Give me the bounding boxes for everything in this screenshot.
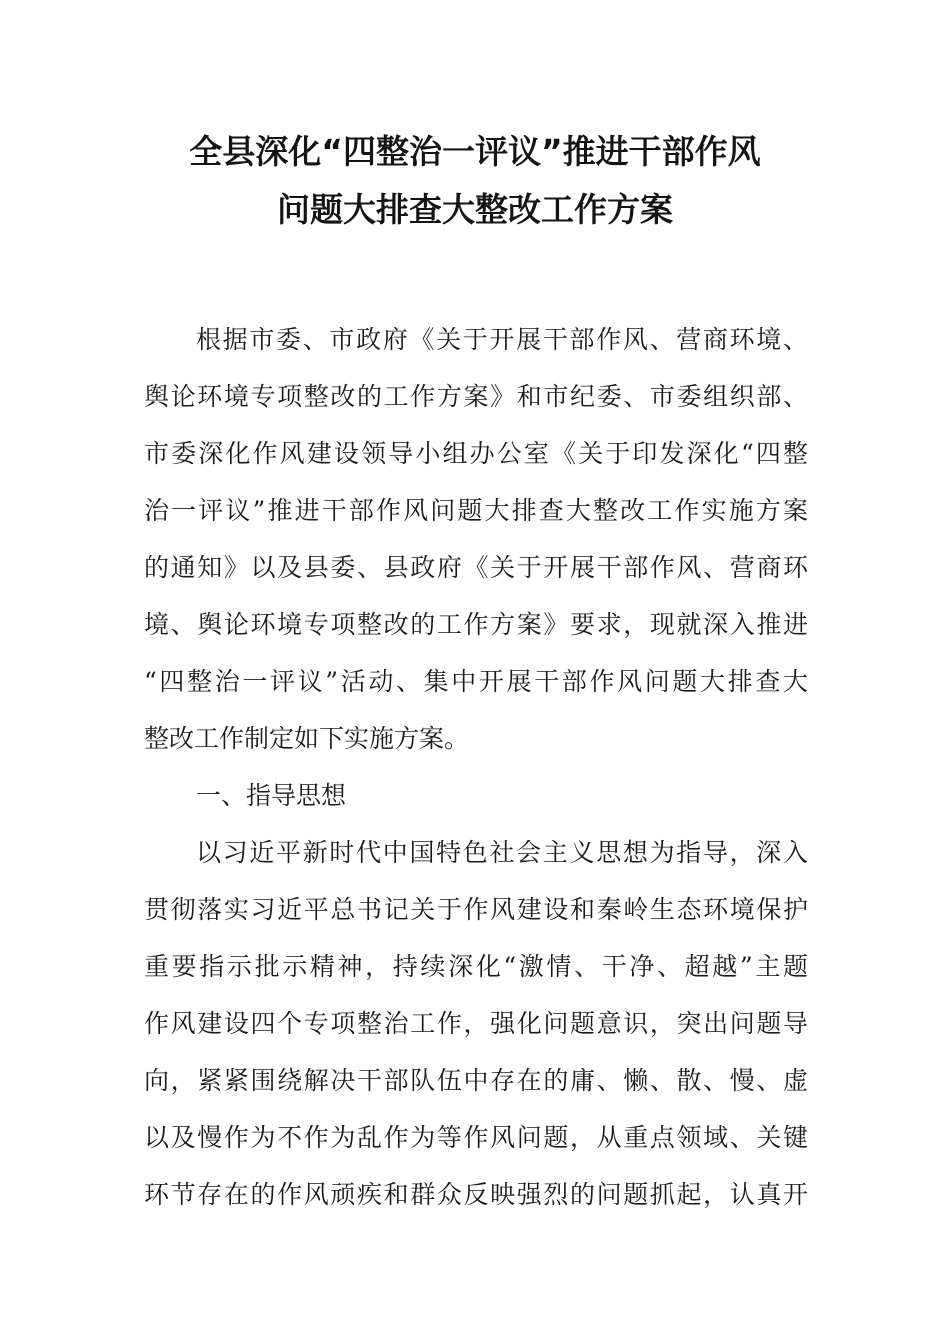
section-heading-1: 一、指导思想 <box>196 781 347 810</box>
paragraph-1-line-3: 市委深化作风建设领导小组办公室《关于印发深化“四整 <box>144 439 808 468</box>
paragraph-1-line-8: 整改工作制定如下实施方案。 <box>144 724 470 753</box>
paragraph-2-line-5: 向，紧紧围绕解决干部队伍中存在的庸、懒、散、慢、虚 <box>144 1066 808 1095</box>
paragraph-1-line-4: 治一评议”推进干部作风问题大排查大整改工作实施方案 <box>144 496 808 525</box>
paragraph-2-line-3: 重要指示批示精神，持续深化“激情、干净、超越”主题 <box>144 952 808 981</box>
paragraph-1-line-2: 舆论环境专项整改的工作方案》和市纪委、市委组织部、 <box>144 382 808 411</box>
paragraph-1-line-7: “四整治一评议”活动、集中开展干部作风问题大排查大 <box>144 667 808 696</box>
paragraph-2-line-4: 作风建设四个专项整治工作，强化问题意识，突出问题导 <box>144 1009 808 1038</box>
paragraph-2-line-2: 贯彻落实习近平总书记关于作风建设和秦岭生态环境保护 <box>144 895 808 924</box>
paragraph-1-line-6: 境、舆论环境专项整改的工作方案》要求，现就深入推进 <box>144 610 808 639</box>
paragraph-2-line-7: 环节存在的作风顽疾和群众反映强烈的问题抓起，认真开 <box>144 1180 808 1209</box>
paragraph-1-line-1: 根据市委、市政府《关于开展干部作风、营商环境、 <box>196 325 808 354</box>
paragraph-2-line-1: 以习近平新时代中国特色社会主义思想为指导，深入 <box>196 838 808 867</box>
document-title-line-2: 问题大排查大整改工作方案 <box>277 190 673 229</box>
document-title-line-1: 全县深化“四整治一评议”推进干部作风 <box>189 132 761 171</box>
paragraph-1-line-5: 的通知》以及县委、县政府《关于开展干部作风、营商环 <box>144 553 808 582</box>
paragraph-2-line-6: 以及慢作为不作为乱作为等作风问题，从重点领域、关键 <box>144 1123 808 1152</box>
